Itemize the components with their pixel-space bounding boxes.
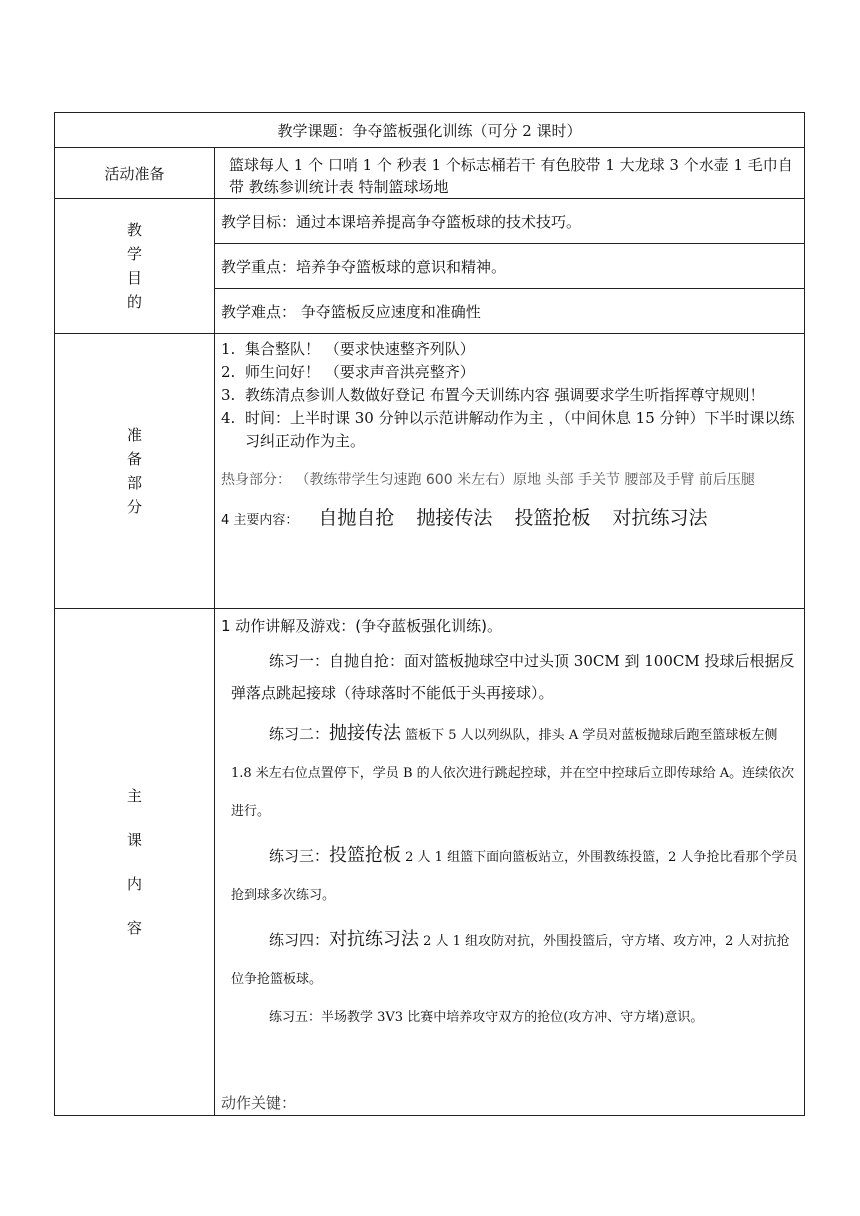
exercise-title: 投篮抢板 [329, 845, 402, 866]
exercise-title: 抛接传法 [329, 723, 402, 744]
label-char: 主 [126, 787, 142, 805]
label-char: 内 [126, 875, 142, 893]
label-char: 目 [126, 269, 142, 287]
label-char: 准 [126, 426, 142, 444]
step-text: 集合整队！ （要求快速整齐列队） [245, 340, 475, 358]
activity-prep-label: 活动准备 [55, 148, 215, 199]
main-content-items [221, 503, 798, 530]
exercise-prefix: 练习二： [269, 725, 330, 743]
main-item: 自抛自抢 [318, 507, 395, 529]
step-text: 教练清点参训人数做好登记 布置今天训练内容 强调要求学生听指挥尊守规则！ [245, 386, 765, 404]
label-char: 学 [126, 245, 142, 263]
exercise-5: 练习五：半场教学 3V3 比赛中培养攻守双方的抢位(攻方冲、守方堵)意识。 [269, 1010, 704, 1025]
step-number: 3. [221, 386, 236, 404]
label-char: 教 [126, 221, 142, 239]
step-text: 时间：上半时课 30 分钟以示范讲解动作为主 ，（中间休息 15 分钟）下半时课以练习纠正动作为主。 [245, 409, 795, 450]
teaching-goals-label [55, 199, 215, 334]
exercise-4 [221, 921, 798, 999]
activity-prep-text: 篮球每人 1 个 口哨 1 个 秒表 1 个标志桶若干 有色胶带 1 大龙球 3 个水壶 1 毛巾自带 教练参训统计表 特制篮球场地 [229, 156, 793, 196]
exercise-2 [221, 715, 798, 831]
exercise-prefix: 练习四： [269, 931, 330, 949]
main-lesson-intro: 1 动作讲解及游戏：(争夺蓝板强化训练)。 [221, 617, 503, 635]
label-char: 课 [126, 831, 142, 849]
label-char: 部 [126, 474, 142, 492]
preparation-label [55, 334, 215, 609]
main-item: 抛接传法 [416, 507, 493, 529]
label-char: 备 [126, 450, 142, 468]
label-char: 分 [126, 498, 142, 516]
exercise-title: 对抗练习法 [329, 929, 420, 950]
step-item [221, 407, 798, 453]
main-lesson-content [215, 609, 805, 1116]
step-number: 1. [221, 340, 236, 358]
main-item: 投篮抢板 [514, 507, 591, 529]
step-item [221, 361, 798, 384]
lesson-title: 教学课题：争夺篮板强化训练（可分 2 课时） [55, 113, 805, 148]
main-content-label: 4 主要内容： [221, 513, 299, 528]
exercise-1: 练习一：自抛自抢：面对篮板抛球空中过头顶 30CM 到 100CM 投球后根据反弹落点跳起接球（待球落时不能低于头再接球）。 [231, 652, 795, 702]
main-lesson-label [55, 609, 215, 1116]
preparation-steps [221, 338, 798, 453]
step-number: 4. [221, 409, 236, 427]
exercise-text: 篮板下 5 人以列纵队，排头 A 学员对蓝板抛球后跑至篮球板左侧 1.8 米左右位点置停下，学员 B 的人依次进行跳起控球，并在空中控球后立即传球给 A。连续依次进行。 [231, 728, 795, 819]
step-text: 师生问好！ （要求声音洪亮整齐） [245, 363, 475, 381]
step-number: 2. [221, 363, 236, 381]
step-item [221, 384, 798, 407]
label-char: 容 [126, 919, 142, 937]
lesson-plan-table [54, 112, 805, 1116]
label-char: 的 [126, 293, 142, 311]
exercise-text: 2 人 1 组攻防对抗，外围投篮后，守方堵、攻方冲，2 人对抗抢位争抢篮板球。 [231, 934, 790, 987]
main-item: 对抗练习法 [612, 507, 708, 529]
teaching-goal: 教学目标：通过本课培养提高争夺篮板球的技术技巧。 [215, 199, 805, 244]
teaching-difficulty: 教学难点： 争夺篮板反应速度和准确性 [215, 289, 805, 334]
step-item [221, 338, 798, 361]
exercise-text: 2 人 1 组篮下面向篮板站立，外围教练投篮，2 人争抢比看那个学员抢到球多次练习。 [231, 850, 798, 903]
exercise-3 [221, 837, 798, 915]
exercise-prefix: 练习三： [269, 847, 330, 865]
teaching-focus: 教学重点：培养争夺篮板球的意识和精神。 [215, 244, 805, 289]
preparation-content [215, 334, 805, 609]
warmup-text: 热身部分： （教练带学生匀速跑 600 米左右）原地 头部 手关节 腰部及手臂 前后压腿 [221, 472, 755, 488]
action-key-label: 动作关键： [221, 1094, 297, 1112]
